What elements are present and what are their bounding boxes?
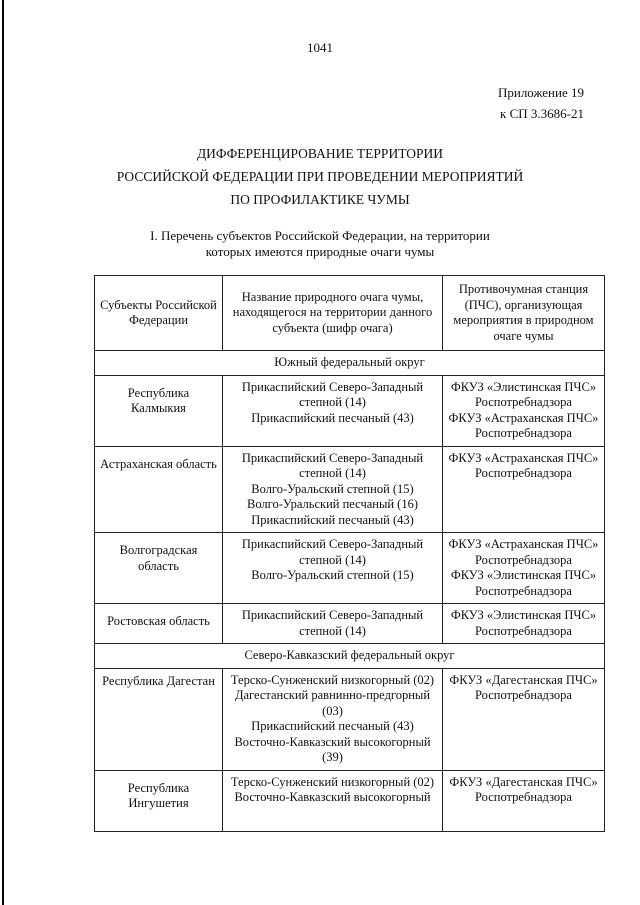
table-row [95,533,605,604]
foci-cell [223,770,443,831]
page-number: 1041 [307,40,333,55]
station-item: ФКУЗ «Элистинская ПЧС» Роспотребнадзора [450,568,597,598]
header-stations: Противочумная станция (ПЧС), организующая мероприятия в природном очаге чумы [443,276,605,351]
foci-cell [223,533,443,604]
station-item: ФКУЗ «Элистинская ПЧС» Роспотребнадзора [450,608,597,638]
focus-item: Терско-Сунженский низкогорный (02) [230,672,435,687]
focus-item: Прикаспийский Северо-Западный степной (14) [241,379,424,409]
section-title-south: Южный федеральный округ [95,351,605,376]
focus-item: Волго-Уральский степной (15) [251,568,414,582]
focus-item: Прикаспийский песчаный (43) [251,512,414,527]
station-item: ФКУЗ «Астраханская ПЧС» Роспотребнадзора [448,410,599,440]
focus-item: Волго-Уральский песчаный (16) [246,497,419,511]
station-item: ФКУЗ «Астраханская ПЧС» Роспотребнадзора [448,450,599,480]
focus-item: Восточно-Кавказский высокогорный [234,790,431,804]
title-line: ДИФФЕРЕНЦИРОВАНИЕ ТЕРРИТОРИИ [196,146,444,161]
section-heading [0,228,640,260]
table-row [95,604,605,644]
scan-edge [2,0,4,905]
annex-line: Приложение 19 [497,85,584,100]
focus-item: Дагестанский равнинно-предгорный (03) [234,688,431,718]
foci-cell [223,668,443,770]
table-header-row [95,276,605,351]
table-row [95,375,605,446]
station-item: ФКУЗ «Дагестанская ПЧС» Роспотребнадзора [449,774,598,804]
plague-foci-table [94,275,605,832]
section-title-north-caucasus: Северо-Кавказский федеральный округ [95,644,605,669]
annex-reference [498,82,584,124]
foci-cell [223,604,443,644]
subject-cell: Республика Ингушетия [95,770,223,831]
station-item: ФКУЗ «Элистинская ПЧС» Роспотребнадзора [450,379,597,409]
focus-item: Прикаспийский Северо-Западный степной (14) [241,537,424,567]
subject-cell: Волгоградская область [95,533,223,604]
focus-item: Восточно-Кавказский высокогорный (39) [234,734,431,764]
focus-item: Прикаспийский песчаный (43) [251,719,414,733]
table-row [95,446,605,533]
title-line: ПО ПРОФИЛАКТИКЕ ЧУМЫ [230,192,410,207]
table-row [95,668,605,770]
station-cell [443,375,605,446]
table-row [95,770,605,831]
subject-cell: Республика Калмыкия [95,375,223,446]
header-foci: Название природного очага чумы, находящегося на территории данного субъекта (шифр очага) [223,276,443,351]
station-cell [443,604,605,644]
focus-item: Волго-Уральский степной (15) [251,481,414,496]
document-title [0,142,640,211]
focus-item: Прикаспийский Северо-Западный степной (14) [241,608,424,638]
subject-cell: Ростовская область [95,604,223,644]
foci-cell [223,446,443,533]
station-cell [443,770,605,831]
station-cell [443,446,605,533]
station-item: ФКУЗ «Астраханская ПЧС» Роспотребнадзора [448,537,599,567]
subject-cell: Астраханская область [95,446,223,533]
annex-line: к СП 3.3686-21 [500,106,584,121]
section-row [95,644,605,669]
station-cell [443,668,605,770]
station-cell [443,533,605,604]
subtitle-line: которых имеются природные очаги чумы [205,244,435,259]
section-row [95,351,605,376]
subject-cell: Республика Дагестан [95,668,223,770]
header-subjects: Субъекты Российской Федерации [95,276,223,351]
foci-cell [223,375,443,446]
title-line: РОССИЙСКОЙ ФЕДЕРАЦИИ ПРИ ПРОВЕДЕНИИ МЕРОПРИЯТИЙ [116,169,524,184]
focus-item: Прикаспийский песчаный (43) [251,410,414,425]
subtitle-line: I. Перечень субъектов Российской Федерации, на территории [150,228,490,243]
focus-item: Терско-Сунженский низкогорный (02) [230,774,435,789]
focus-item: Прикаспийский Северо-Западный степной (14) [241,450,424,480]
station-item: ФКУЗ «Дагестанская ПЧС» Роспотребнадзора [449,672,598,702]
